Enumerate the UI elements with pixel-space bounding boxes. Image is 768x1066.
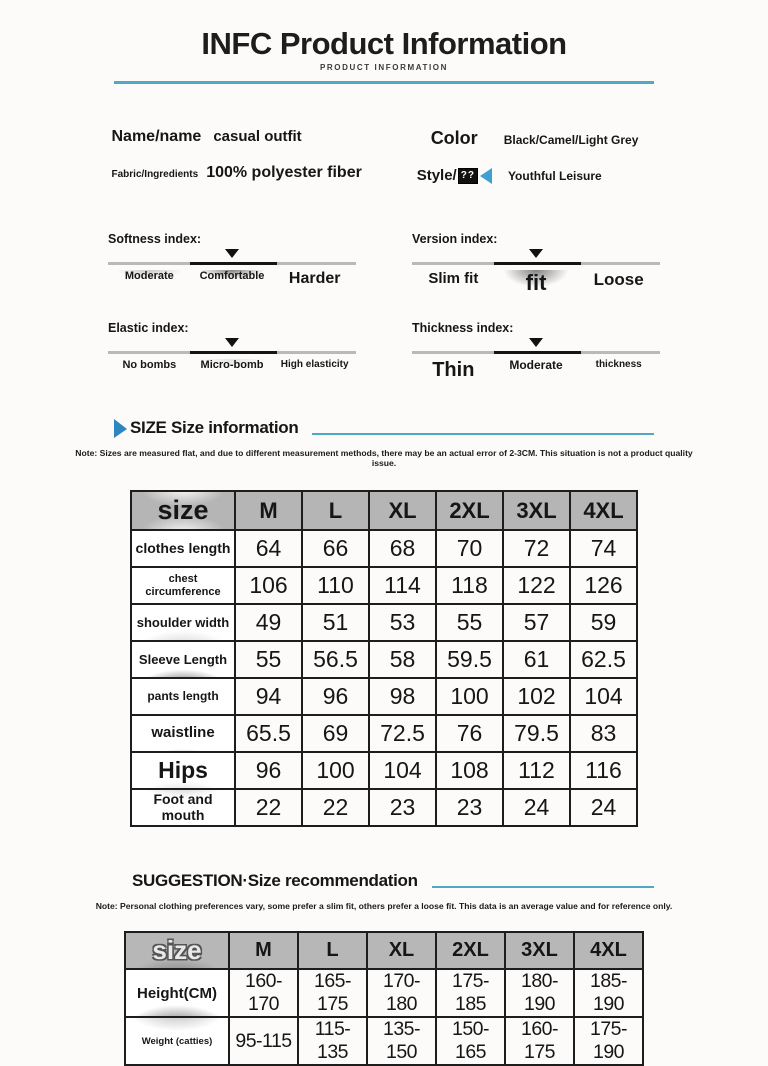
name-value: casual outfit	[213, 128, 302, 145]
thickness-index-labels	[412, 359, 660, 382]
table-cell: 150-165	[436, 1017, 505, 1065]
table-cell: 100	[302, 752, 369, 789]
column-header: M	[235, 491, 302, 530]
version-index-bar	[412, 262, 660, 265]
table-cell: 180-190	[505, 969, 574, 1017]
softness-left-label: Moderate	[108, 270, 191, 283]
table-row	[125, 969, 643, 1017]
attributes-left-column	[112, 128, 417, 202]
page-title: INFC Product Information	[201, 26, 567, 61]
elastic-right-label: High elasticity	[280, 359, 349, 371]
page-subtitle: PRODUCT INFORMATION	[319, 63, 449, 72]
table-cell: 135-150	[367, 1017, 436, 1065]
column-header: XL	[369, 491, 436, 530]
size-table-corner: size	[131, 491, 235, 530]
table-cell: 96	[235, 752, 302, 789]
version-index-labels	[412, 270, 660, 295]
table-cell: 22	[235, 789, 302, 826]
column-header: 3XL	[505, 932, 574, 969]
thickness-right-label: thickness	[595, 359, 642, 371]
table-cell: 165-175	[298, 969, 367, 1017]
suggestion-section-heading	[114, 871, 654, 891]
row-label: Hips	[131, 752, 235, 789]
table-cell: 69	[302, 715, 369, 752]
table-cell: 72.5	[369, 715, 436, 752]
table-cell: 76	[436, 715, 503, 752]
suggestion-section-title: SUGGESTION·Size recommendation	[132, 871, 418, 891]
table-cell: 57	[503, 604, 570, 641]
name-row	[112, 128, 417, 146]
table-cell: 56.5	[302, 641, 369, 678]
column-header: XL	[367, 932, 436, 969]
elastic-center-label: Micro-bomb	[191, 359, 274, 372]
table-row	[131, 530, 637, 567]
column-header: 2XL	[436, 932, 505, 969]
table-cell: 55	[436, 604, 503, 641]
table-row	[131, 789, 637, 826]
style-value: Youthful Leisure	[507, 169, 602, 183]
softness-center-label: Comfortable	[191, 270, 274, 283]
thickness-index-bar	[412, 351, 660, 354]
table-cell: 68	[369, 530, 436, 567]
table-cell: 160-175	[505, 1017, 574, 1065]
suggestion-table	[124, 931, 644, 1066]
fabric-row	[112, 164, 417, 182]
thickness-left-label: Thin	[432, 359, 475, 382]
suggestion-section-underline	[432, 886, 654, 888]
table-cell: 64	[235, 530, 302, 567]
table-cell: 104	[369, 752, 436, 789]
table-cell: 110	[302, 567, 369, 604]
elastic-index-labels	[108, 359, 356, 372]
table-cell: 23	[436, 789, 503, 826]
suggestion-table-corner: size	[125, 932, 229, 969]
style-label-text: Style/	[416, 167, 457, 184]
thickness-center-label: Moderate	[509, 358, 563, 373]
table-cell: 53	[369, 604, 436, 641]
thickness-index-slider	[412, 321, 660, 382]
column-header: 3XL	[503, 491, 570, 530]
attributes-right-column	[417, 128, 657, 202]
table-cell: 94	[235, 678, 302, 715]
table-cell: 70	[436, 530, 503, 567]
table-cell: 51	[302, 604, 369, 641]
table-cell: 114	[369, 567, 436, 604]
table-cell: 83	[570, 715, 637, 752]
table-cell: 22	[302, 789, 369, 826]
bar-highlight	[190, 351, 277, 354]
table-cell: 175-185	[436, 969, 505, 1017]
row-label: chest circumference	[131, 567, 235, 604]
row-label: clothes length	[131, 530, 235, 567]
version-index-title: Version index:	[412, 232, 498, 246]
index-sliders	[108, 232, 660, 382]
softness-index-slider	[108, 232, 356, 295]
header-divider	[114, 81, 654, 84]
table-cell: 61	[503, 641, 570, 678]
fabric-value: 100% polyester fiber	[206, 164, 362, 181]
table-cell: 175-190	[574, 1017, 643, 1065]
table-cell: 116	[570, 752, 637, 789]
table-cell: 100	[436, 678, 503, 715]
table-cell: 62.5	[570, 641, 637, 678]
table-cell: 160-170	[229, 969, 298, 1017]
column-header: M	[229, 932, 298, 969]
column-header: 2XL	[436, 491, 503, 530]
version-index-slider	[412, 232, 660, 295]
elastic-index-title: Elastic index:	[108, 321, 189, 336]
size-section-heading	[114, 418, 654, 438]
product-attributes	[112, 128, 657, 202]
size-section-note: Note: Sizes are measured flat, and due to different measurement methods, there may be an actual error of 2-3CM. This situation is not a product quality issue.	[75, 448, 693, 469]
table-cell: 106	[235, 567, 302, 604]
version-center-label: fit	[495, 270, 578, 295]
table-cell: 96	[302, 678, 369, 715]
row-label: Height(CM)	[125, 969, 229, 1017]
row-label: Sleeve Length	[131, 641, 235, 678]
suggestion-section-note: Note: Personal clothing preferences vary, some prefer a slim fit, others prefer a loose fit. This data is an average value and for reference only.	[95, 901, 673, 912]
softness-right-label: Harder	[288, 270, 341, 287]
table-row	[131, 641, 637, 678]
table-cell: 98	[369, 678, 436, 715]
down-triangle-icon	[529, 338, 543, 347]
table-cell: 185-190	[574, 969, 643, 1017]
table-cell: 49	[235, 604, 302, 641]
table-row	[131, 715, 637, 752]
version-left-label: Slim fit	[428, 270, 479, 287]
thickness-index-title: Thickness index:	[412, 321, 514, 336]
bar-highlight	[494, 262, 581, 265]
table-cell: 72	[503, 530, 570, 567]
softness-index-labels	[108, 270, 356, 288]
bar-highlight	[190, 262, 277, 265]
color-value: Black/Camel/Light Grey	[503, 133, 639, 147]
suggestion-table-header-row	[125, 932, 643, 969]
column-header: L	[298, 932, 367, 969]
table-cell: 102	[503, 678, 570, 715]
table-cell: 104	[570, 678, 637, 715]
row-label: shoulder width	[131, 604, 235, 641]
table-cell: 95-115	[229, 1017, 298, 1065]
softness-index-title: Softness index:	[108, 232, 202, 246]
table-row	[125, 1017, 643, 1065]
size-section-underline	[312, 433, 654, 435]
page-header	[0, 0, 768, 84]
table-cell: 115-135	[298, 1017, 367, 1065]
blue-flag-icon	[114, 419, 127, 438]
size-table-header-row	[131, 491, 637, 530]
column-header: L	[302, 491, 369, 530]
row-label: Weight (catties)	[125, 1017, 229, 1065]
table-cell: 118	[436, 567, 503, 604]
elastic-index-bar	[108, 351, 356, 354]
style-label	[417, 167, 492, 184]
table-cell: 23	[369, 789, 436, 826]
table-cell: 74	[570, 530, 637, 567]
color-row	[417, 128, 657, 149]
table-row	[131, 567, 637, 604]
table-row	[131, 678, 637, 715]
row-label: waistline	[131, 715, 235, 752]
version-right-label: Loose	[593, 270, 644, 289]
down-triangle-icon	[529, 249, 543, 258]
table-cell: 59	[570, 604, 637, 641]
color-label: Color	[430, 128, 478, 148]
missing-glyph-box: ??	[458, 168, 478, 184]
table-cell: 66	[302, 530, 369, 567]
name-label: Name/name	[111, 128, 202, 145]
elastic-left-label: No bombs	[122, 359, 177, 372]
size-section-title: SIZE Size information	[130, 418, 299, 438]
table-cell: 170-180	[367, 969, 436, 1017]
table-cell: 59.5	[436, 641, 503, 678]
row-label: Foot and mouth	[131, 789, 235, 826]
down-triangle-icon	[225, 338, 239, 347]
table-row	[131, 752, 637, 789]
elastic-index-slider	[108, 321, 356, 382]
table-cell: 65.5	[235, 715, 302, 752]
softness-index-bar	[108, 262, 356, 265]
table-cell: 108	[436, 752, 503, 789]
row-label: pants length	[131, 678, 235, 715]
table-cell: 112	[503, 752, 570, 789]
table-cell: 55	[235, 641, 302, 678]
style-row	[417, 167, 657, 184]
column-header: 4XL	[570, 491, 637, 530]
size-table	[130, 490, 638, 827]
table-row	[131, 604, 637, 641]
column-header: 4XL	[574, 932, 643, 969]
bar-highlight	[494, 351, 581, 354]
table-cell: 58	[369, 641, 436, 678]
blue-triangle-icon	[480, 168, 492, 184]
table-cell: 122	[503, 567, 570, 604]
table-cell: 79.5	[503, 715, 570, 752]
table-cell: 24	[503, 789, 570, 826]
table-cell: 126	[570, 567, 637, 604]
fabric-label: Fabric/Ingredients	[111, 169, 199, 180]
table-cell: 24	[570, 789, 637, 826]
down-triangle-icon	[225, 249, 239, 258]
